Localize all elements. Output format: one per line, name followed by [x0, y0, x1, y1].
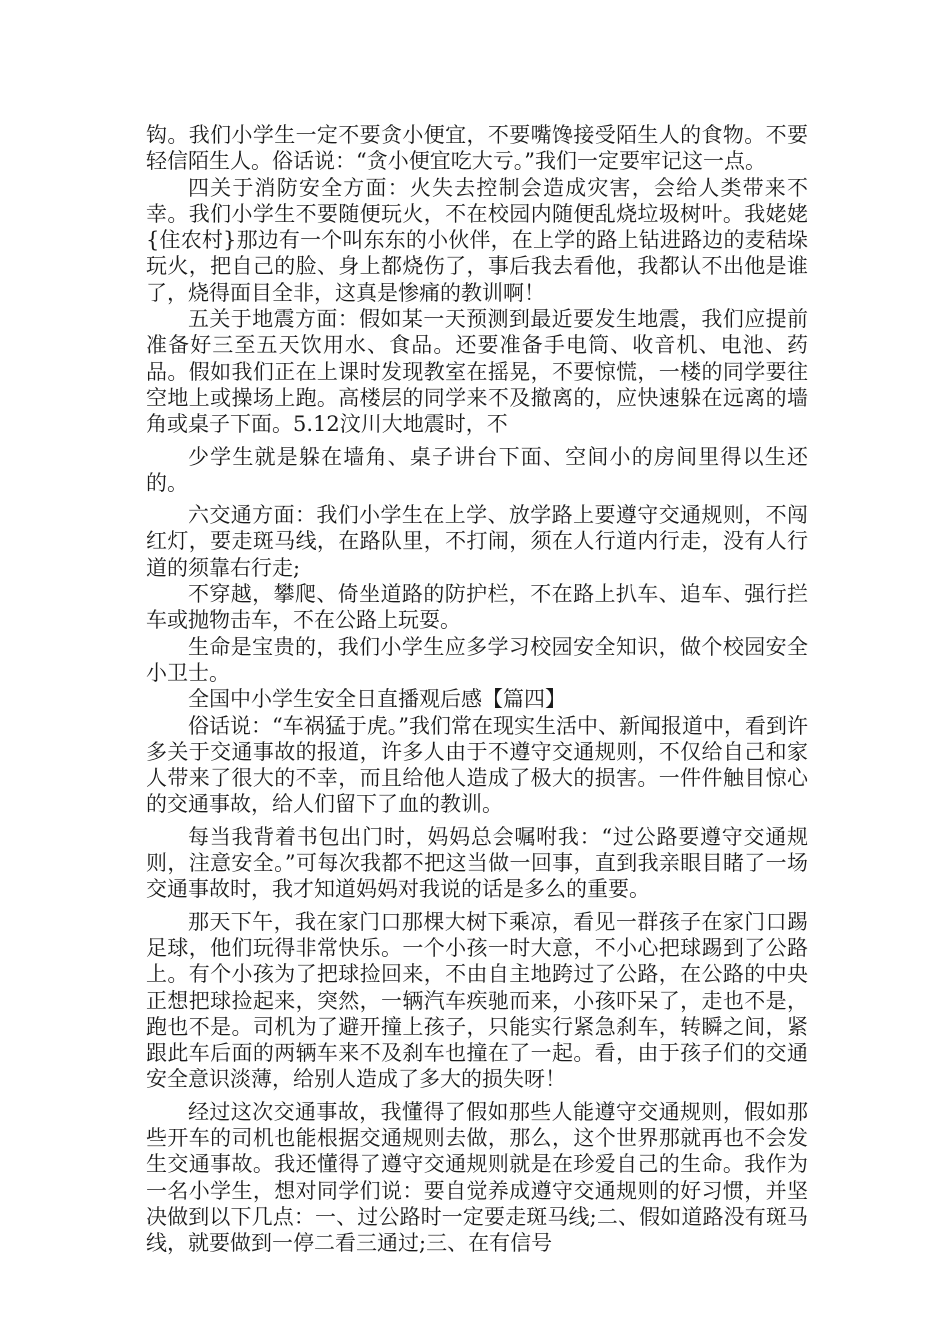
paragraph-traffic: 六交通方面：我们小学生在上学、放学路上要遵守交通规则，不闯红灯，要走斑马线，在路队里，不打闹，须在人行道内行走，没有人行道的须靠右行走; — [146, 503, 808, 580]
paragraph-earthquake: 五关于地震方面：假如某一天预测到最近要发生地震，我们应提前准备好三至五天饮用水、食品。还要准备手电筒、收音机、电池、药品。假如我们正在上课时发现教室在摇晃，不要惊慌，一楼的同学要往空地上或操场上跑。高楼层的同学来不及撤离的，应快速躲在远离的墙角或桌子下面。5.12汶川大地震时，不 — [146, 307, 808, 437]
section-heading: 全国中小学生安全日直播观后感【篇四】 — [188, 687, 566, 712]
paragraph-lesson: 经过这次交通事故，我懂得了假如那些人能遵守交通规则，假如那些开车的司机也能根据交通规则去做，那么，这个世界那就再也不会发生交通事故。我还懂得了遵守交通规则就是在珍爱自己的生命。我作为一名小学生，想对同学们说：要自觉养成遵守交通规则的好习惯，并坚决做到以下几点：一、过公路时一定要走斑马线;二、假如道路没有斑马线，就要做到一停二看三通过;三、在有信号 — [146, 1099, 808, 1256]
paragraph-proverb: 俗话说：“车祸猛于虎。”我们常在现实生活中、新闻报道中，看到许多关于交通事故的报道，许多人由于不遵守交通规则，不仅给自己和家人带来了很大的不幸，而且给他人造成了极大的损害。一件件触目惊心的交通事故，给人们留下了血的教训。 — [146, 713, 808, 817]
paragraph-fire-safety: 四关于消防安全方面：火失去控制会造成灾害，会给人类带来不幸。我们小学生不要随便玩火，不在校园内随便乱烧垃圾树叶。我姥姥{住农村}那边有一个叫东东的小伙伴，在上学的路上钻进路边的麦秸垛玩火，把自己的脸、身上都烧伤了，事后我去看他，我都认不出他是谁了，烧得面目全非，这真是惨痛的教训啊！ — [146, 175, 808, 305]
paragraph-no-crossing: 不穿越，攀爬、倚坐道路的防护栏，不在路上扒车、追车、强行拦车或抛物击车，不在公路上玩耍。 — [146, 582, 808, 633]
paragraph-life-precious: 生命是宝贵的，我们小学生应多学习校园安全知识，做个校园安全小卫士。 — [146, 634, 808, 685]
document-body — [146, 122, 808, 1256]
paragraph-accident: 那天下午，我在家门口那棵大树下乘凉，看见一群孩子在家门口踢足球，他们玩得非常快乐。一个小孩一时大意，不小心把球踢到了公路上。有个小孩为了把球捡回来，不由自主地跨过了公路，在公路的中央正想把球捡起来，突然，一辆汽车疾驰而来，小孩吓呆了，走也不是，跑也不是。司机为了避开撞上孩子，只能实行紧急刹车，转瞬之间，紧跟此车后面的两辆车来不及刹车也撞在了一起。看，由于孩子们的交通安全意识淡薄，给别人造成了多大的损失呀！ — [146, 909, 808, 1092]
paragraph-earthquake-cont: 少学生就是躲在墙角、桌子讲台下面、空间小的房间里得以生还的。 — [146, 444, 808, 495]
paragraph-1: 钩。我们小学生一定不要贪小便宜，不要嘴馋接受陌生人的食物。不要轻信陌生人。俗话说：“贪小便宜吃大亏。”我们一定要牢记这一点。 — [146, 123, 808, 174]
paragraph-mother: 每当我背着书包出门时，妈妈总会嘱咐我：“过公路要遵守交通规则，注意安全。”可每次我都不把这当做一回事，直到我亲眼目睹了一场交通事故时，我才知道妈妈对我说的话是多么的重要。 — [146, 824, 808, 902]
